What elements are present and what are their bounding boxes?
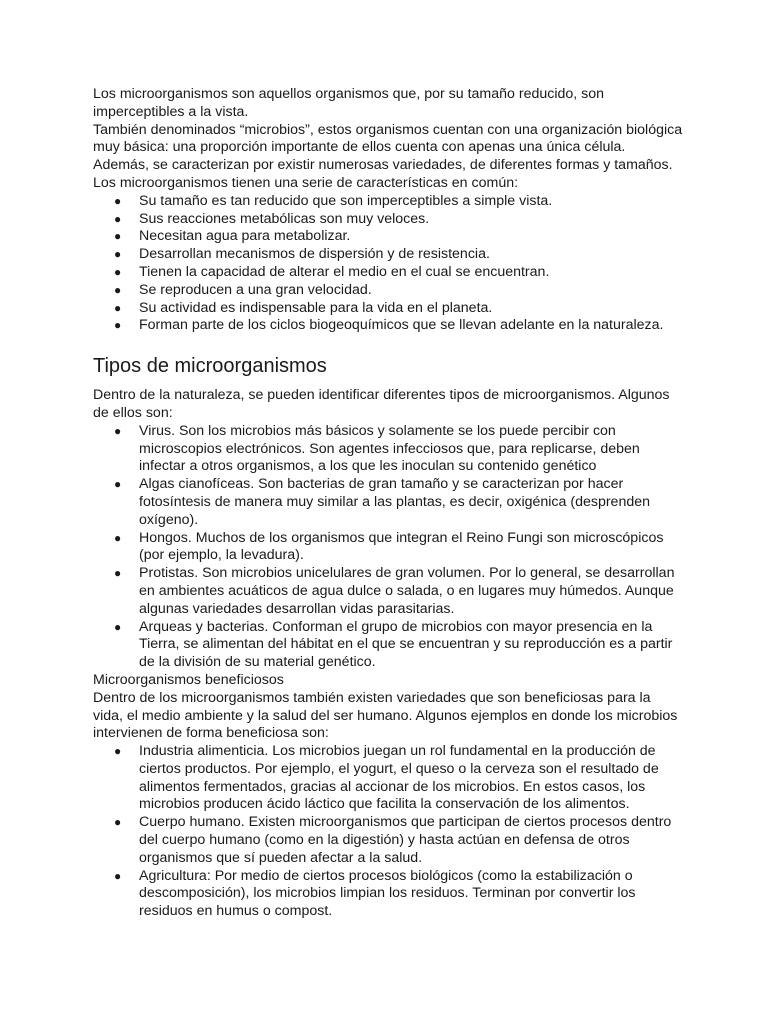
list-item xyxy=(93,317,683,335)
bullet-icon: ● xyxy=(114,247,122,262)
list-item-text: Desarrollan mecanismos de dispersión y de resistencia. xyxy=(139,246,490,263)
beneficiosos-intro: Dentro de los microorganismos también existen variedades que son beneficiosas para la vida, el medio ambiente y la salud del ser humano. Algunos ejemplos en donde los microbios intervienen de forma beneficiosa son: xyxy=(93,689,678,742)
list-item-text: Arqueas y bacterias. Conforman el grupo de microbios con mayor presencia en la Tierra, se alimentan del hábitat en el que se encuentran y su reproducción es a partir de la división de su material genético. xyxy=(139,618,673,671)
bullet-icon: ● xyxy=(114,193,122,208)
bullet-icon: ● xyxy=(114,619,122,634)
list-item xyxy=(93,868,683,921)
bullet-icon: ● xyxy=(114,566,122,581)
list-item-text: Tienen la capacidad de alterar el medio en el cual se encuentran. xyxy=(139,263,550,280)
list-item-text: Virus. Son los microbios más básicos y solamente se los puede percibir con microscopios electrónicos. Son agentes infecciosos que, para replicarse, deben infectar a otros organismos, a los que les inoculan su contenido genético xyxy=(139,422,640,475)
tipos-heading: Tipos de microorganismos xyxy=(93,355,327,378)
list-item xyxy=(93,282,683,300)
list-item xyxy=(93,211,683,229)
list-item xyxy=(93,565,683,618)
list-item xyxy=(93,193,683,211)
list-item-text: Hongos. Muchos de los organismos que integran el Reino Fungi son microscópicos (por ejemplo, la levadura). xyxy=(139,529,664,564)
list-item xyxy=(93,246,683,264)
beneficiosos-heading: Microorganismos beneficiosos xyxy=(93,671,284,688)
list-item-text: Agricultura: Por medio de ciertos procesos biológicos (como la estabilización o descomposición), los microbios limpian los residuos. Terminan por convertir los residuos en humus o compost. xyxy=(139,867,636,920)
list-item xyxy=(93,423,683,476)
list-item xyxy=(93,300,683,318)
bullet-icon: ● xyxy=(114,815,122,830)
list-item-text: Se reproducen a una gran velocidad. xyxy=(139,281,372,298)
intro-paragraph-1: Los microorganismos son aquellos organismos que, por su tamaño reducido, son imperceptibles a la vista. xyxy=(93,86,605,120)
list-item-text: Protistas. Son microbios unicelulares de gran volumen. Por lo general, se desarrollan en ambientes acuáticos de agua dulce o salada, o en lugares muy húmedos. Aunque algunas variedades desarrollan vidas parasitarias. xyxy=(139,565,675,617)
tipos-list xyxy=(93,423,683,672)
list-item xyxy=(93,264,683,282)
list-item-text: Su tamaño es tan reducido que son imperceptibles a simple vista. xyxy=(139,192,553,209)
bullet-icon: ● xyxy=(114,744,122,759)
document-page xyxy=(93,86,683,921)
bullet-icon: ● xyxy=(114,300,122,315)
list-item xyxy=(93,814,683,867)
list-item-text: Industria alimenticia. Los microbios juegan un rol fundamental en la producción de ciertos productos. Por ejemplo, el yogurt, el queso o la cerveza son el resultado de alimentos fermentados, gracias al accionar de los microbios. En estos casos, los microbios producen ácido láctico que facilita la conservación de los alimentos. xyxy=(139,743,659,813)
bullet-icon: ● xyxy=(114,530,122,545)
list-item-text: Forman parte de los ciclos biogeoquímicos que se llevan adelante en la naturaleza. xyxy=(139,317,664,334)
bullet-icon: ● xyxy=(114,868,122,883)
list-item xyxy=(93,530,683,566)
list-item-text: Su actividad es indispensable para la vida en el planeta. xyxy=(139,299,493,316)
bullet-icon: ● xyxy=(114,423,122,438)
bullet-icon: ● xyxy=(114,211,122,226)
bullet-icon: ● xyxy=(114,477,122,492)
list-item-text: Algas cianofíceas. Son bacterias de gran tamaño y se caracterizan por hacer fotosíntesis de manera muy similar a las plantas, es decir, oxigénica (desprenden oxígeno). xyxy=(139,476,651,528)
bullet-icon: ● xyxy=(114,282,122,297)
list-item-text: Sus reacciones metabólicas son muy veloces. xyxy=(139,210,430,227)
intro-paragraph-3: Los microorganismos tienen una serie de características en común: xyxy=(93,174,519,191)
characteristics-list xyxy=(93,193,683,335)
list-item xyxy=(93,743,683,814)
beneficiosos-list xyxy=(93,743,683,921)
list-item-text: Cuerpo humano. Existen microorganismos que participan de ciertos procesos dentro del cuerpo humano (como en la digestión) y hasta actúan en defensa de otros organismos que sí pueden afectar a la salud. xyxy=(139,814,672,866)
list-item xyxy=(93,476,683,529)
intro-paragraph-2: También denominados “microbios”, estos organismos cuentan con una organización biológica muy básica: una proporción importante de ellos cuenta con apenas una única célula. Además, se caracterizan por existir numerosas variedades, de diferentes formas y tamaños. xyxy=(93,121,683,174)
list-item xyxy=(93,619,683,672)
bullet-icon: ● xyxy=(114,318,122,333)
list-item-text: Necesitan agua para metabolizar. xyxy=(139,228,351,245)
bullet-icon: ● xyxy=(114,229,122,244)
list-item xyxy=(93,228,683,246)
bullet-icon: ● xyxy=(114,264,122,279)
tipos-intro: Dentro de la naturaleza, se pueden identificar diferentes tipos de microorganismos. Algunos de ellos son: xyxy=(93,387,670,421)
